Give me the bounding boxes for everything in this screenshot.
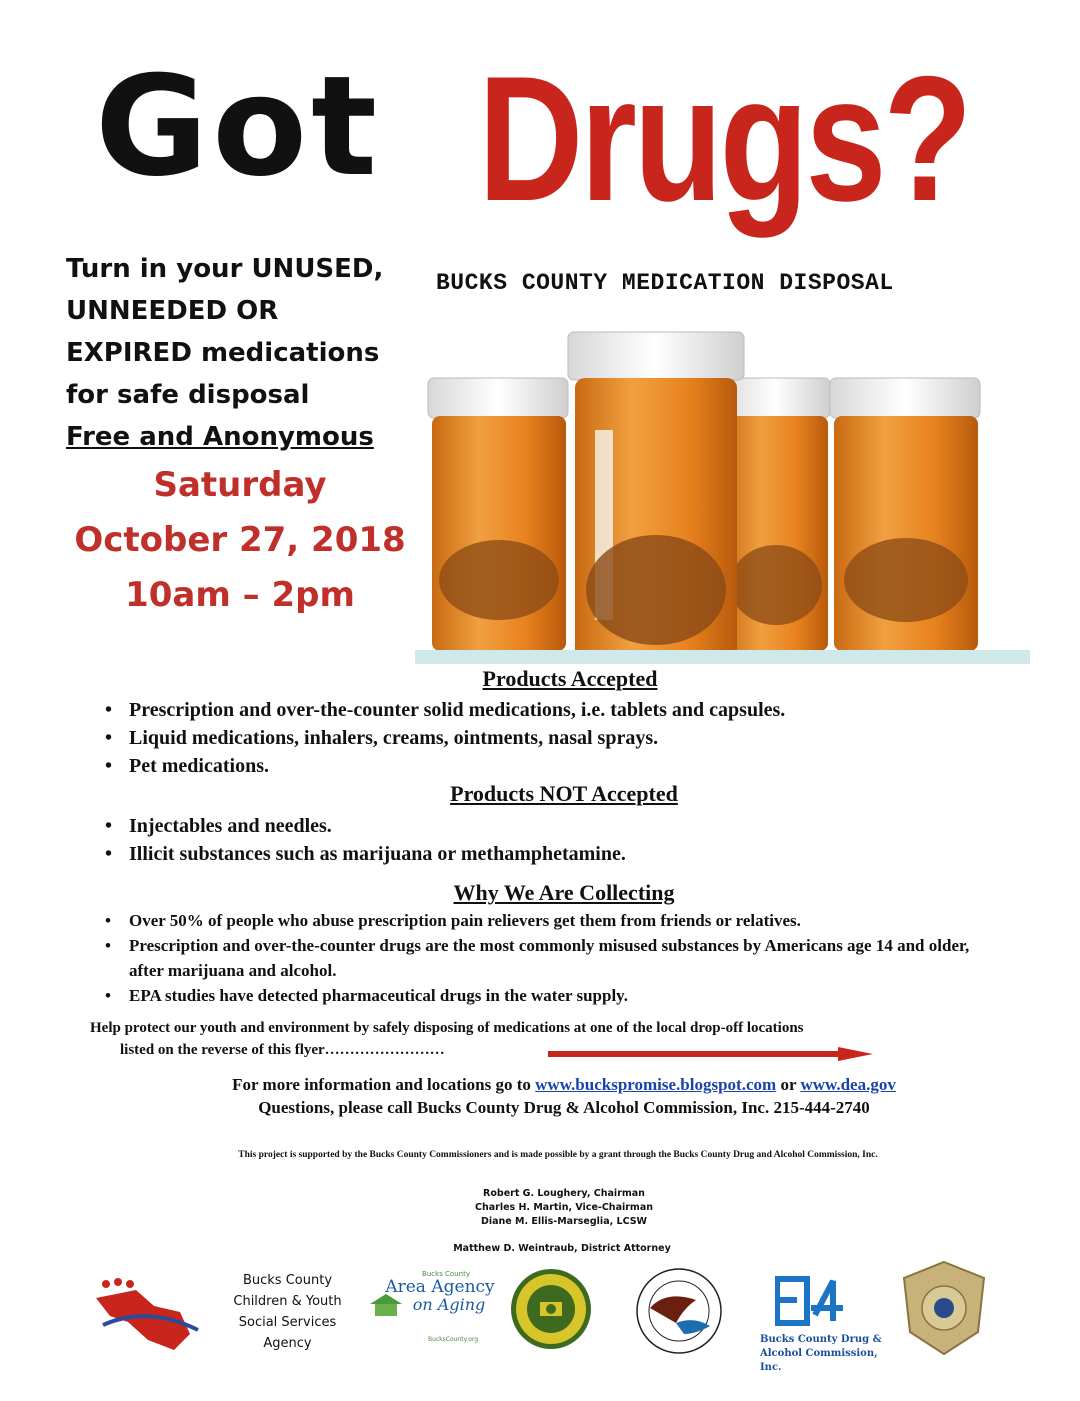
intro-line-3: EXPIRED medications [66,338,380,368]
official-commissioner: Diane M. Ellis-Marseglia, LCSW [480,1216,648,1227]
not-accepted-list [105,812,1005,868]
intro-line-5: Free and Anonymous [66,422,374,452]
aaa-url: BucksCounty.org [427,1336,479,1343]
list-item: • Prescription and over-the-counter solid medications, i.e. tablets and capsules. [105,696,1005,724]
buckspromise-link[interactable]: www.buckspromise.blogspot.com [535,1075,777,1094]
list-item: • Prescription and over-the-counter drugs are the most commonly misused substances by Americans age 14 and older, after marijuana and alcohol. [105,933,1005,983]
accepted-heading: Products Accepted [482,666,658,691]
aaa-small-text: Bucks County [422,1270,470,1278]
bcdac-line-1: Bucks County Drug & [760,1334,882,1345]
accepted-list [105,696,1005,780]
intro-line-4: for safe disposal [66,380,310,410]
house-icon [366,1292,406,1318]
district-attorney: Matthew D. Weintraub, District Attorney [453,1243,671,1254]
bcdac-line-2: Alcohol Commission, Inc. [760,1348,878,1373]
cys-line-2: Children & Youth [233,1294,342,1309]
cys-line-3: Social Services [238,1315,337,1330]
bcdac-logo [775,1275,847,1327]
intro-line-2: UNNEEDED OR [66,296,279,326]
event-date: October 27, 2018 [74,520,406,560]
questions-line: Questions, please call Bucks County Drug & Alcohol Commission, Inc. 215-444-2740 [258,1098,870,1117]
cys-line-4: Agency [263,1336,312,1351]
why-list [105,908,1005,1008]
event-date-block [70,458,410,623]
intro-text [66,248,406,458]
subtitle: BUCKS COUNTY MEDICATION DISPOSAL [436,270,894,296]
officials-block [24,1187,1080,1229]
bcdac-text [760,1333,900,1375]
aaa-line-1: Area Agency [385,1277,495,1297]
event-day: Saturday [153,465,327,505]
list-item: • Over 50% of people who abuse prescription pain relievers get them from friends or relatives. [105,908,1005,933]
official-vice-chairman: Charles H. Martin, Vice-Chairman [474,1202,653,1213]
help-line-2: listed on the reverse of this flyer…………………… [120,1042,445,1058]
dea-link[interactable]: www.dea.gov [800,1075,896,1094]
list-item: • Injectables and needles. [105,812,1005,840]
bucks-promise-logo [88,1270,208,1355]
official-chairman: Robert G. Loughery, Chairman [483,1188,645,1199]
support-text: This project is supported by the Bucks County Commissioners and is made possible by a grant through the Bucks County Drug and Alcohol Commission, Inc. [238,1150,878,1160]
dea-seal-logo [636,1268,722,1354]
aaa-line-2: on Aging [412,1295,486,1314]
title-drugs: Drugs? [478,39,970,238]
list-item: • EPA studies have detected pharmaceutical drugs in the water supply. [105,983,1005,1008]
list-item: • Liquid medications, inhalers, creams, ointments, nasal sprays. [105,724,1005,752]
not-accepted-heading: Products NOT Accepted [450,781,678,806]
event-time: 10am – 2pm [125,575,355,615]
pill-bottles-image [410,320,1030,665]
list-item: • Illicit substances such as marijuana or methamphetamine. [105,840,1005,868]
why-heading: Why We Are Collecting [453,880,675,905]
info-prefix: For more information and locations go to [232,1075,531,1094]
shelf-line [415,650,1030,664]
area-agency-on-aging-logo [362,1270,500,1343]
cys-line-1: Bucks County [242,1273,333,1288]
help-line-1: Help protect our youth and environment by safely disposing of medications at one of the local drop-off locations [90,1020,804,1036]
arrow-right-icon [548,1047,873,1061]
intro-line-1: Turn in your UNUSED, [66,254,384,284]
county-seal-logo [510,1268,592,1350]
cys-agency-text [220,1270,355,1354]
info-line [24,1075,1080,1095]
list-item: • Pet medications. [105,752,1005,780]
title-got: Got [95,46,382,207]
detective-badge-logo [900,1260,988,1356]
info-or: or [780,1075,797,1094]
